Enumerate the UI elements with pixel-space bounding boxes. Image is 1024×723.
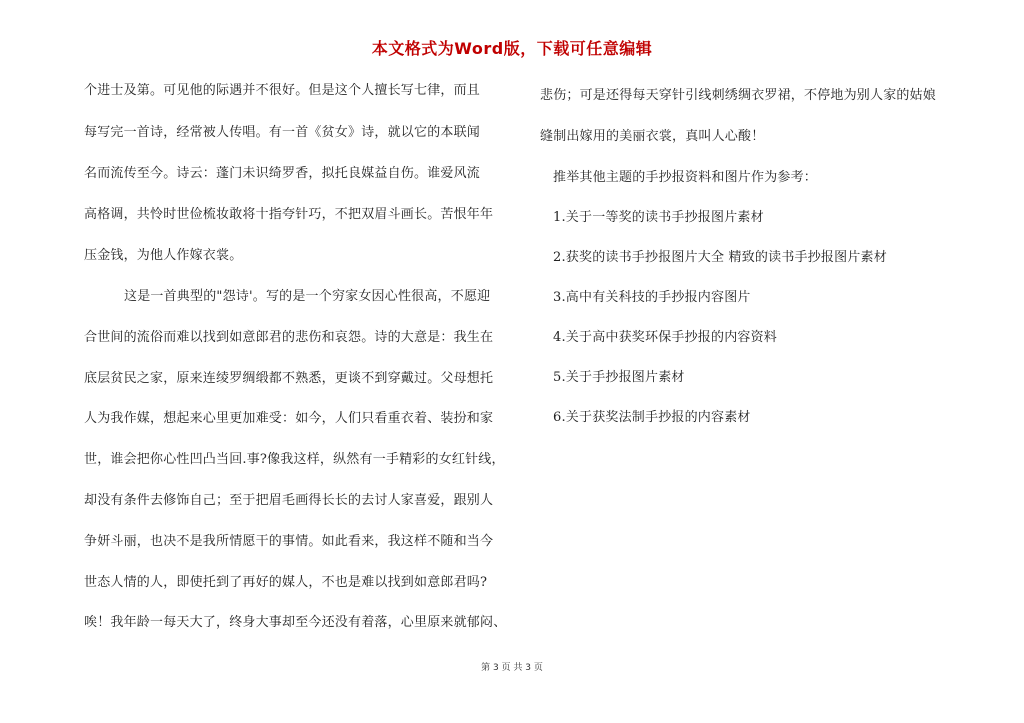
- recommend-item-2: 2.获奖的读书手抄报图片大全 精致的读书手抄报图片素材: [553, 250, 887, 265]
- left-line-6: 这是一首典型的"怨诗'。写的是一个穷家女因心性很高，不愿迎: [124, 289, 491, 304]
- left-line-14: 唉！我年龄一每天大了，终身大事却至今还没有着落，心里原来就郁闷、: [84, 615, 507, 630]
- left-line-1: 个进士及第。可见他的际遇并不很好。但是这个人擅长写七律，而且: [84, 83, 481, 98]
- word-format-banner: 本文格式为Word版，下载可任意编辑: [371, 39, 653, 58]
- page-number-footer: 第 3 页 共 3 页: [481, 663, 543, 673]
- recommend-item-4: 4.关于高中获奖环保手抄报的内容资料: [553, 330, 778, 345]
- recommend-item-5: 5.关于手抄报图片素材: [553, 370, 685, 385]
- left-line-5: 压金钱，为他人作嫁衣裳。: [84, 248, 243, 263]
- right-line-2: 缝制出嫁用的美丽衣裳，真叫人心酸！: [540, 129, 765, 144]
- left-line-13: 世态人情的人，即使托到了再好的媒人，不也是难以找到如意郎君吗?: [84, 575, 488, 590]
- recommend-item-6: 6.关于获奖法制手抄报的内容素材: [553, 410, 751, 425]
- left-line-9: 人为我作媒，想起来心里更加难受：如今，人们只看重衣着、装扮和家: [84, 411, 494, 426]
- left-line-2: 每写完一首诗，经常被人传唱。有一首《贫女》诗，就以它的本联闻: [84, 125, 481, 140]
- left-line-11: 却没有条件去修饰自己；至于把眉毛画得长长的去讨人家喜爱，跟别人: [84, 493, 494, 508]
- left-line-8: 底层贫民之家，原来连绫罗绸缎都不熟悉，更谈不到穿戴过。父母想托: [84, 371, 494, 386]
- recommend-item-3: 3.高中有关科技的手抄报内容图片: [553, 290, 751, 305]
- recommend-heading: 推举其他主题的手抄报资料和图片作为参考：: [553, 170, 818, 185]
- left-line-3: 名而流传至今。诗云：蓬门未识绮罗香，拟托良媒益自伤。谁爱风流: [84, 166, 481, 181]
- left-line-12: 争妍斗丽，也决不是我所情愿干的事情。如此看来，我这样不随和当今: [84, 534, 494, 549]
- left-line-7: 合世间的流俗而难以找到如意郎君的悲伤和哀怨。诗的大意是：我生在: [84, 330, 494, 345]
- recommend-item-1: 1.关于一等奖的读书手抄报图片素材: [553, 210, 764, 225]
- left-line-4: 高格调，共怜时世俭梳妆敢将十指夸针巧，不把双眉斗画长。苦恨年年: [84, 207, 494, 222]
- left-line-10: 世，谁会把你心性凹凸当回.事?像我这样，纵然有一手精彩的女红针线，: [84, 452, 505, 467]
- right-line-1: 悲伤；可是还得每天穿针引线刺绣绸衣罗裙，不停地为别人家的姑娘: [540, 88, 937, 103]
